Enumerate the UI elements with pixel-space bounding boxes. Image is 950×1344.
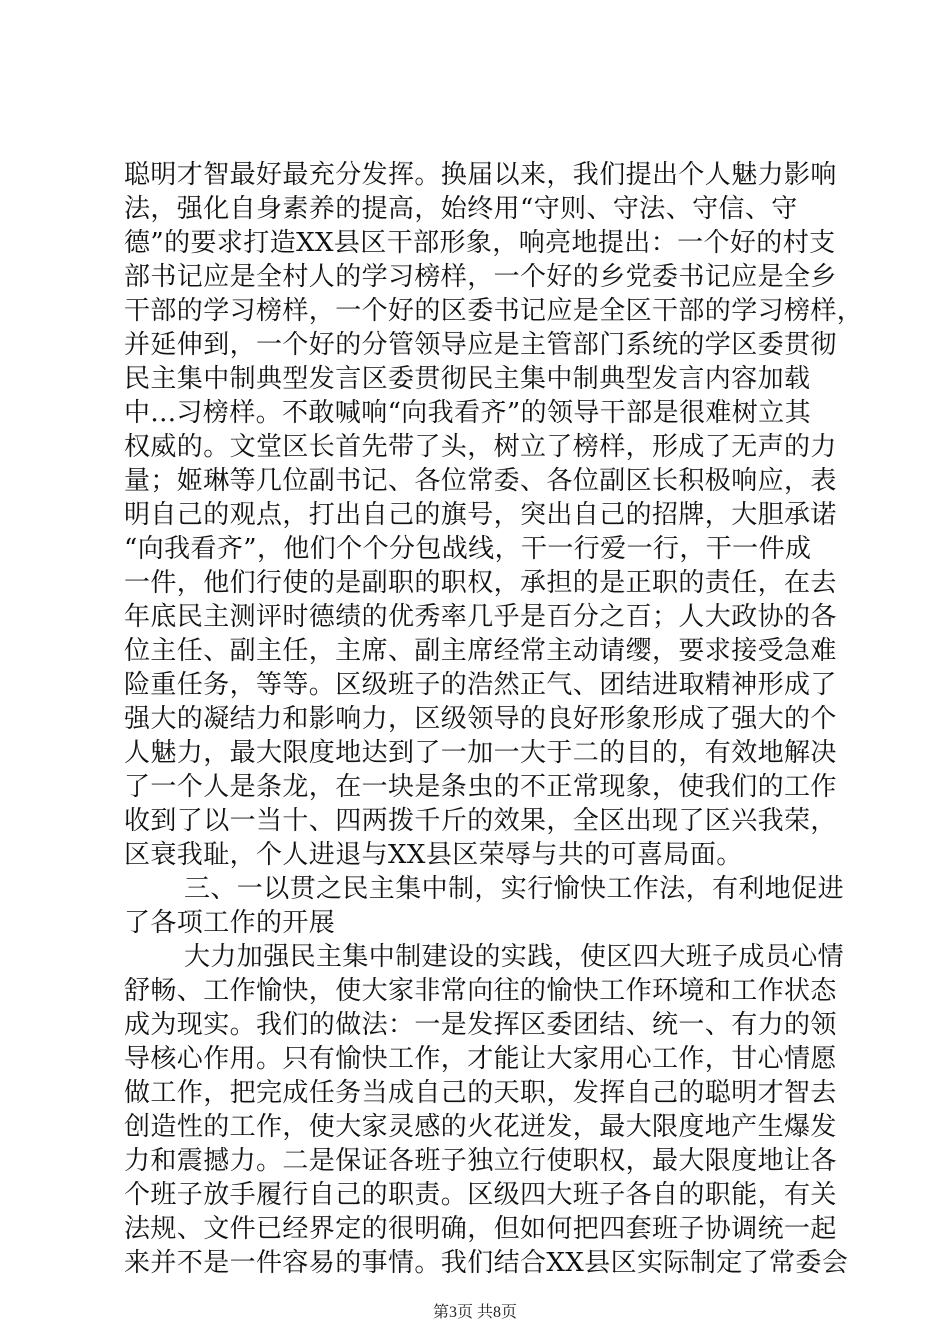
text-line: 险重任务，等等。区级班子的浩然正气、团结进取精神形成了 [124, 670, 837, 700]
page-number-footer: 第3页 共8页 [432, 1304, 517, 1321]
text-line: 部书记应是全村人的学习榜样，一个好的乡党委书记应是全乡 [124, 262, 837, 292]
text-line: 权威的。文堂区长首先带了头，树立了榜样，形成了无声的力 [124, 432, 837, 462]
text-line: 民主集中制典型发言区委贯彻民主集中制典型发言内容加载 [124, 364, 811, 394]
section-heading-continued: 了各项工作的开展 [124, 908, 336, 938]
text-line: 成为现实。我们的做法：一是发挥区委团结、统一、有力的领 [124, 1010, 837, 1040]
text-line: 舒畅、工作愉快，使大家非常向往的愉快工作环境和工作状态 [124, 976, 837, 1006]
text-line: 创造性的工作，使大家灵感的火花迸发，最大限度地产生爆发 [124, 1112, 837, 1142]
text-line: “向我看齐”，他们个个分包战线，干一行爱一行，干一件成 [124, 534, 812, 564]
text-line: 位主任、副主任，主席、副主席经常主动请缨，要求接受急难 [124, 636, 837, 666]
text-line: 德”的要求打造XX县区干部形象，响亮地提出：一个好的村支 [124, 228, 836, 258]
text-line: 并延伸到，一个好的分管领导应是主管部门系统的学区委贯彻 [124, 330, 837, 360]
text-line: 导核心作用。只有愉快工作，才能让大家用心工作，甘心情愿 [124, 1044, 837, 1074]
text-line: 人魅力，最大限度地达到了一加一大于二的目的，有效地解决 [124, 738, 837, 768]
section-heading: 三、一以贯之民主集中制，实行愉快工作法，有利地促进 [184, 874, 845, 904]
text-line: 年底民主测评时德绩的优秀率几乎是百分之百；人大政协的各 [124, 602, 837, 632]
text-line: 来并不是一件容易的事情。我们结合XX县区实际制定了常委会 [124, 1248, 849, 1278]
text-line: 力和震撼力。二是保证各班子独立行使职权，最大限度地让各 [124, 1146, 837, 1176]
text-line: 量；姬琳等几位副书记、各位常委、各位副区长积极响应，表 [124, 466, 837, 496]
text-line: 强大的凝结力和影响力，区级领导的良好形象形成了强大的个 [124, 704, 837, 734]
text-line: 中...习榜样。不敢喊响“向我看齐”的领导干部是很难树立其 [124, 398, 811, 428]
text-line: 法规、文件已经界定的很明确，但如何把四套班子协调统一起 [124, 1214, 837, 1244]
text-line: 收到了以一当十、四两拨千斤的效果，全区出现了区兴我荣， [124, 806, 837, 836]
paragraph-first-line: 大力加强民主集中制建设的实践，使区四大班子成员心情 [184, 942, 845, 972]
text-line: 一件，他们行使的是副职的职权，承担的是正职的责任，在去 [124, 568, 837, 598]
text-line: 干部的学习榜样，一个好的区委书记应是全区干部的学习榜样， [124, 296, 864, 326]
text-line: 个班子放手履行自己的职责。区级四大班子各自的职能，有关 [124, 1180, 837, 1210]
text-line: 聪明才智最好最充分发挥。换届以来，我们提出个人魅力影响 [124, 160, 837, 190]
text-line: 法，强化自身素养的提高，始终用“守则、守法、守信、守 [124, 194, 798, 224]
text-line: 区衰我耻，个人进退与XX县区荣辱与共的可喜局面。 [124, 840, 743, 870]
text-line: 了一个人是条龙，在一块是条虫的不正常现象，使我们的工作 [124, 772, 837, 802]
text-line: 做工作，把完成任务当成自己的天职，发挥自己的聪明才智去 [124, 1078, 837, 1108]
text-line: 明自己的观点，打出自己的旗号，突出自己的招牌，大胆承诺 [124, 500, 837, 530]
